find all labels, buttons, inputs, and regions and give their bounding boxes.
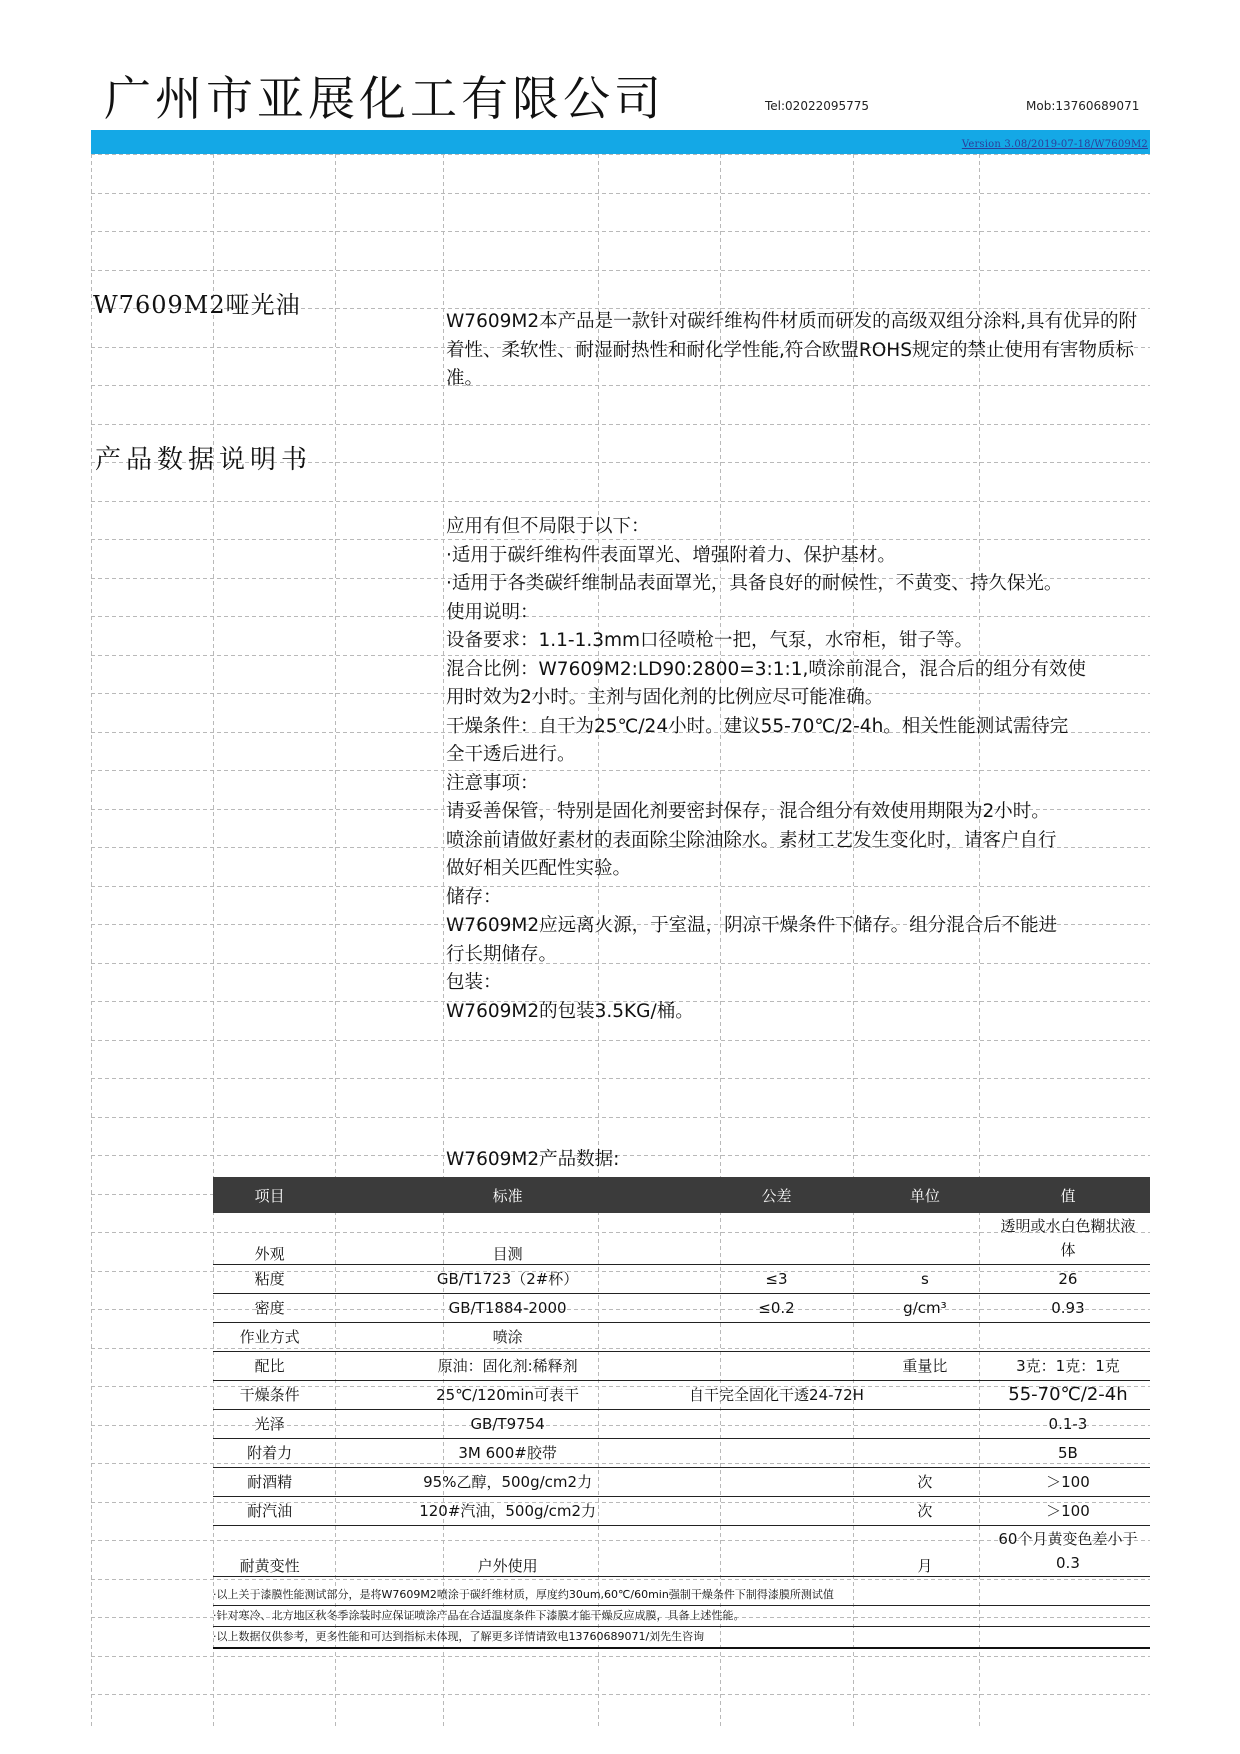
table-cell [689,1438,864,1467]
table-cell: 95%乙醇，500g/cm2力 [326,1467,689,1496]
table-cell: 3克：1克：1克 [986,1351,1150,1380]
table-cell: 户外使用 [326,1525,689,1576]
text-line: W7609M2应远离火源，于室温，阴凉干燥条件下储存。组分混合后不能进 [446,915,1058,936]
table-cell: 60个月黄变色差小于0.3 [986,1525,1150,1576]
text-line: W7609M2的包装3.5KG/桶。 [446,1000,694,1022]
table-row [213,1264,1150,1293]
text-line: 用时效为2小时。主剂与固化剂的比例应尽可能准确。 [446,687,884,708]
table-cell: 耐酒精 [213,1467,326,1496]
table-cell: 自干完全固化干透24-72H [689,1380,864,1409]
table-cell: ＞100 [986,1496,1150,1525]
column-header: 公差 [689,1177,864,1213]
text-line: 设备要求：1.1-1.3mm口径喷枪一把，气泵，水帘柜，钳子等。 [446,630,974,651]
table-cell: GB/T1723（2#杯） [326,1264,689,1293]
table-header-row [213,1177,1150,1213]
table-cell: 月 [864,1525,986,1576]
notes [213,1585,1150,1649]
table-row [213,1409,1150,1438]
column-header: 单位 [864,1177,986,1213]
table-cell: 喷涂 [326,1322,689,1351]
text-line: ·适用于各类碳纤维制品表面罩光，具备良好的耐候性，不黄变、持久保光。 [446,573,1063,594]
note-line: ·以上数据仅供参考，更多性能和可达到指标未体现，了解更多详情请致电13760689071/刘先生咨询 [213,1627,1150,1649]
table-cell: 3M 600#胶带 [326,1438,689,1467]
table-cell: 作业方式 [213,1322,326,1351]
table-cell [986,1322,1150,1351]
table-cell: 0.1-3 [986,1409,1150,1438]
product-data-table [213,1177,1150,1577]
table-cell [689,1213,864,1264]
table-cell: 次 [864,1467,986,1496]
table-cell: 目测 [326,1213,689,1264]
table-cell: 次 [864,1496,986,1525]
mobile: Mob:13760689071 [1026,99,1140,113]
table-row [213,1525,1150,1576]
table-cell: 原油：固化剂:稀释剂 [326,1351,689,1380]
text-line: ·适用于碳纤维构件表面罩光、增强附着力、保护基材。 [446,544,896,566]
table-row [213,1293,1150,1322]
table-row [213,1380,1150,1409]
table-cell: ≤3 [689,1264,864,1293]
table-cell: 密度 [213,1293,326,1322]
telephone: Tel:02022095775 [765,99,870,113]
table-cell: 外观 [213,1213,326,1264]
table-row [213,1322,1150,1351]
table-cell: s [864,1264,986,1293]
table-cell [689,1409,864,1438]
text-line: 应用有但不局限于以下： [446,516,650,537]
table-cell: 重量比 [864,1351,986,1380]
version-label: Version 3.08/2019-07-18/W7609M2 [961,139,1148,150]
table-cell [689,1496,864,1525]
table-cell: 干燥条件 [213,1380,326,1409]
table-cell: GB/T1884-2000 [326,1293,689,1322]
table-cell: 120#汽油，500g/cm2力 [326,1496,689,1525]
text-line: 使用说明： [446,601,539,623]
note-line: ·以上关于漆膜性能测试部分，是将W7609M2喷涂于碳纤维材质，厚度约30um,60℃/60min强制干燥条件下制得漆膜所测试值 [213,1585,1150,1606]
table-cell: 5B [986,1438,1150,1467]
table-cell: 耐汽油 [213,1496,326,1525]
column-header: 项目 [213,1177,326,1213]
table-cell: 25℃/120min可表干 [326,1380,689,1409]
company-name: 广州市亚展化工有限公司 [104,72,665,127]
table-row [213,1467,1150,1496]
table-cell: 耐黄变性 [213,1525,326,1576]
note-line: ·针对寒冷、北方地区秋冬季涂装时应保证喷涂产品在合适温度条件下漆膜才能干燥反应成膜，具备上述性能。 [213,1606,1150,1627]
column-header: 值 [986,1177,1150,1213]
table-cell [689,1351,864,1380]
table-cell: 0.93 [986,1293,1150,1322]
table-cell: ＞100 [986,1467,1150,1496]
text-line: 包装： [446,972,502,993]
table-cell: 透明或水白色糊状液体 [986,1213,1150,1264]
text-line: 请妥善保管，特别是固化剂要密封保存，混合组分有效使用期限为2小时。 [446,801,1050,822]
table-cell: 55-70℃/2-4h [986,1380,1150,1409]
table-cell [689,1322,864,1351]
text-line: 注意事项： [446,772,539,794]
table-cell [864,1322,986,1351]
table-cell [864,1409,986,1438]
table-cell: 附着力 [213,1438,326,1467]
table-cell: GB/T9754 [326,1409,689,1438]
table-cell [864,1213,986,1264]
document-title: 产品数据说明书 [95,445,313,475]
table-row [213,1496,1150,1525]
text-line: 储存： [446,886,502,908]
table-row [213,1438,1150,1467]
table-row [213,1213,1150,1264]
table-cell: ≤0.2 [689,1293,864,1322]
product-intro: W7609M2本产品是一款针对碳纤维构件材质而研发的高级双组分涂料,具有优异的附着性、柔软性、耐湿耐热性和耐化学性能,符合欧盟ROHS规定的禁止使用有害物质标准。 [446,311,1137,389]
text-line: 混合比例：W7609M2:LD90:2800=3:1:1,喷涂前混合，混合后的组分有效使 [446,658,1086,680]
text-line: 行长期储存。 [446,943,558,965]
table-cell: g/cm³ [864,1293,986,1322]
table-cell [864,1438,986,1467]
table-cell [689,1525,864,1576]
text-line: 干燥条件：自干为25℃/24小时。建议55-70℃/2-4h。相关性能测试需待完 [446,715,1069,737]
table-cell: 光泽 [213,1409,326,1438]
table-cell: 26 [986,1264,1150,1293]
text-line: 全干透后进行。 [446,744,576,765]
table-cell: 配比 [213,1351,326,1380]
table-cell: 粘度 [213,1264,326,1293]
text-line: 做好相关匹配性实验。 [446,858,632,879]
product-name: W7609M2哑光油 [93,291,301,319]
table-cell [689,1467,864,1496]
column-header: 标准 [326,1177,689,1213]
text-line: 喷涂前请做好素材的表面除尘除油除水。素材工艺发生变化时，请客户自行 [446,829,1057,851]
table-cell [864,1380,986,1409]
data-table-title: W7609M2产品数据: [446,1149,620,1170]
table-row [213,1351,1150,1380]
usage-instructions [446,513,1150,1026]
